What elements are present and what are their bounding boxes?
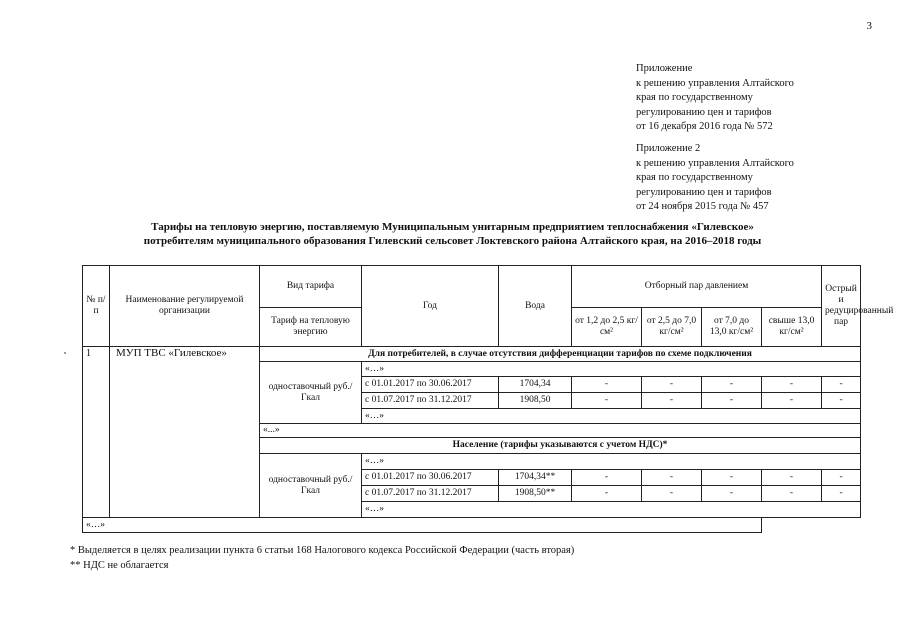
- footnote-1: * Выделяется в целях реализации пункта 6 статьи 168 Налогового кодекса Российской Федерации (часть вторая): [70, 545, 575, 556]
- tariff-sub-header: Тариф на тепловую энергию: [260, 307, 362, 347]
- header-row-1: [83, 266, 861, 308]
- ellipsis-row: «…»: [362, 454, 861, 470]
- title-line-1: Тарифы на тепловую энергию, поставляемую Муниципальным унитарным предприятием теплоснабжения «Гилевское»: [151, 221, 754, 233]
- title-line-2: потребителям муниципального образования Гилевский сельсовет Локтевского района Алтайского края, на 2016–2018 годы: [143, 235, 762, 247]
- page-number: 3: [866, 20, 872, 32]
- tariff-table: [82, 265, 894, 533]
- steam-col-1: от 1,2 до 2,5 кг/см²: [572, 307, 642, 347]
- value-dash: -: [702, 377, 762, 393]
- period-cell: с 01.01.2017 по 30.06.2017: [362, 470, 499, 486]
- section-1-title: Для потребителей, в случае отсутствия дифференциации тарифов по схеме подключения: [260, 347, 861, 362]
- appendix-line: регулированию цен и тарифов: [636, 186, 772, 198]
- scan-speck: [64, 352, 66, 354]
- tariff-type-header: Вид тарифа: [260, 266, 362, 308]
- value-dash: -: [702, 470, 762, 486]
- appendix-line: края по государственному: [636, 92, 753, 103]
- appendix-line: Приложение: [636, 63, 693, 74]
- tariff-label: одноставочный руб./Гкал: [260, 362, 362, 424]
- water-value: 1704,34: [499, 377, 572, 393]
- tariff-label: одноставочный руб./Гкал: [260, 454, 362, 518]
- value-dash: -: [572, 470, 642, 486]
- sharp-steam-header: Острый и редуцированный пар: [822, 266, 861, 347]
- value-dash: -: [642, 486, 702, 502]
- appendix-line: к решению управления Алтайского: [636, 77, 794, 89]
- org-header: Наименование регулируемой организации: [110, 266, 260, 347]
- value-dash: -: [572, 393, 642, 409]
- period-cell: с 01.01.2017 по 30.06.2017: [362, 377, 499, 393]
- value-dash: -: [642, 470, 702, 486]
- value-dash: -: [762, 377, 822, 393]
- value-dash: -: [702, 486, 762, 502]
- ellipsis-row: «…»: [83, 518, 762, 533]
- ellipsis-row: «…»: [362, 409, 861, 424]
- period-cell: с 01.07.2017 по 31.12.2017: [362, 393, 499, 409]
- appendix-line: регулированию цен и тарифов: [636, 106, 772, 118]
- year-header: Год: [362, 266, 499, 347]
- appendix-line: от 24 ноября 2015 года № 457: [636, 201, 769, 212]
- ellipsis-row: «…»: [362, 362, 861, 377]
- period-cell: с 01.07.2017 по 31.12.2017: [362, 486, 499, 502]
- water-value: 1908,50**: [499, 486, 572, 502]
- water-header: Вода: [499, 266, 572, 347]
- section-1-row: [83, 347, 861, 362]
- appendix-line: от 16 декабря 2016 года № 572: [636, 121, 773, 132]
- ellipsis-row: «…»: [362, 502, 861, 518]
- row-number: 1: [83, 347, 110, 518]
- table-row: [83, 518, 861, 533]
- appendix-1-block: [636, 62, 794, 135]
- appendix-2-block: [636, 142, 794, 215]
- value-dash: -: [822, 486, 861, 502]
- value-dash: -: [762, 393, 822, 409]
- value-dash: -: [572, 486, 642, 502]
- num-header: № п/п: [83, 266, 110, 347]
- footnote-2: ** НДС не облагается: [70, 560, 169, 571]
- water-value: 1908,50: [499, 393, 572, 409]
- steam-col-3: от 7,0 до 13,0 кг/см²: [702, 307, 762, 347]
- value-dash: -: [702, 393, 762, 409]
- steam-col-4: свыше 13,0 кг/см²: [762, 307, 822, 347]
- value-dash: -: [572, 377, 642, 393]
- value-dash: -: [762, 470, 822, 486]
- steam-header: Отборный пар давлением: [572, 266, 822, 308]
- value-dash: -: [822, 393, 861, 409]
- value-dash: -: [762, 486, 822, 502]
- org-name: МУП ТВС «Гилевское»: [110, 347, 260, 518]
- appendix-line: Приложение 2: [636, 143, 701, 154]
- appendix-line: к решению управления Алтайского: [636, 157, 794, 169]
- water-value: 1704,34**: [499, 470, 572, 486]
- ellipsis-row: «...»: [260, 424, 861, 438]
- value-dash: -: [822, 470, 861, 486]
- value-dash: -: [642, 393, 702, 409]
- value-dash: -: [822, 377, 861, 393]
- section-2-title: Население (тарифы указываются с учетом НДС)*: [260, 438, 861, 454]
- value-dash: -: [642, 377, 702, 393]
- steam-col-2: от 2,5 до 7,0 кг/см²: [642, 307, 702, 347]
- appendix-line: края по государственному: [636, 172, 753, 183]
- document-title: [0, 220, 905, 248]
